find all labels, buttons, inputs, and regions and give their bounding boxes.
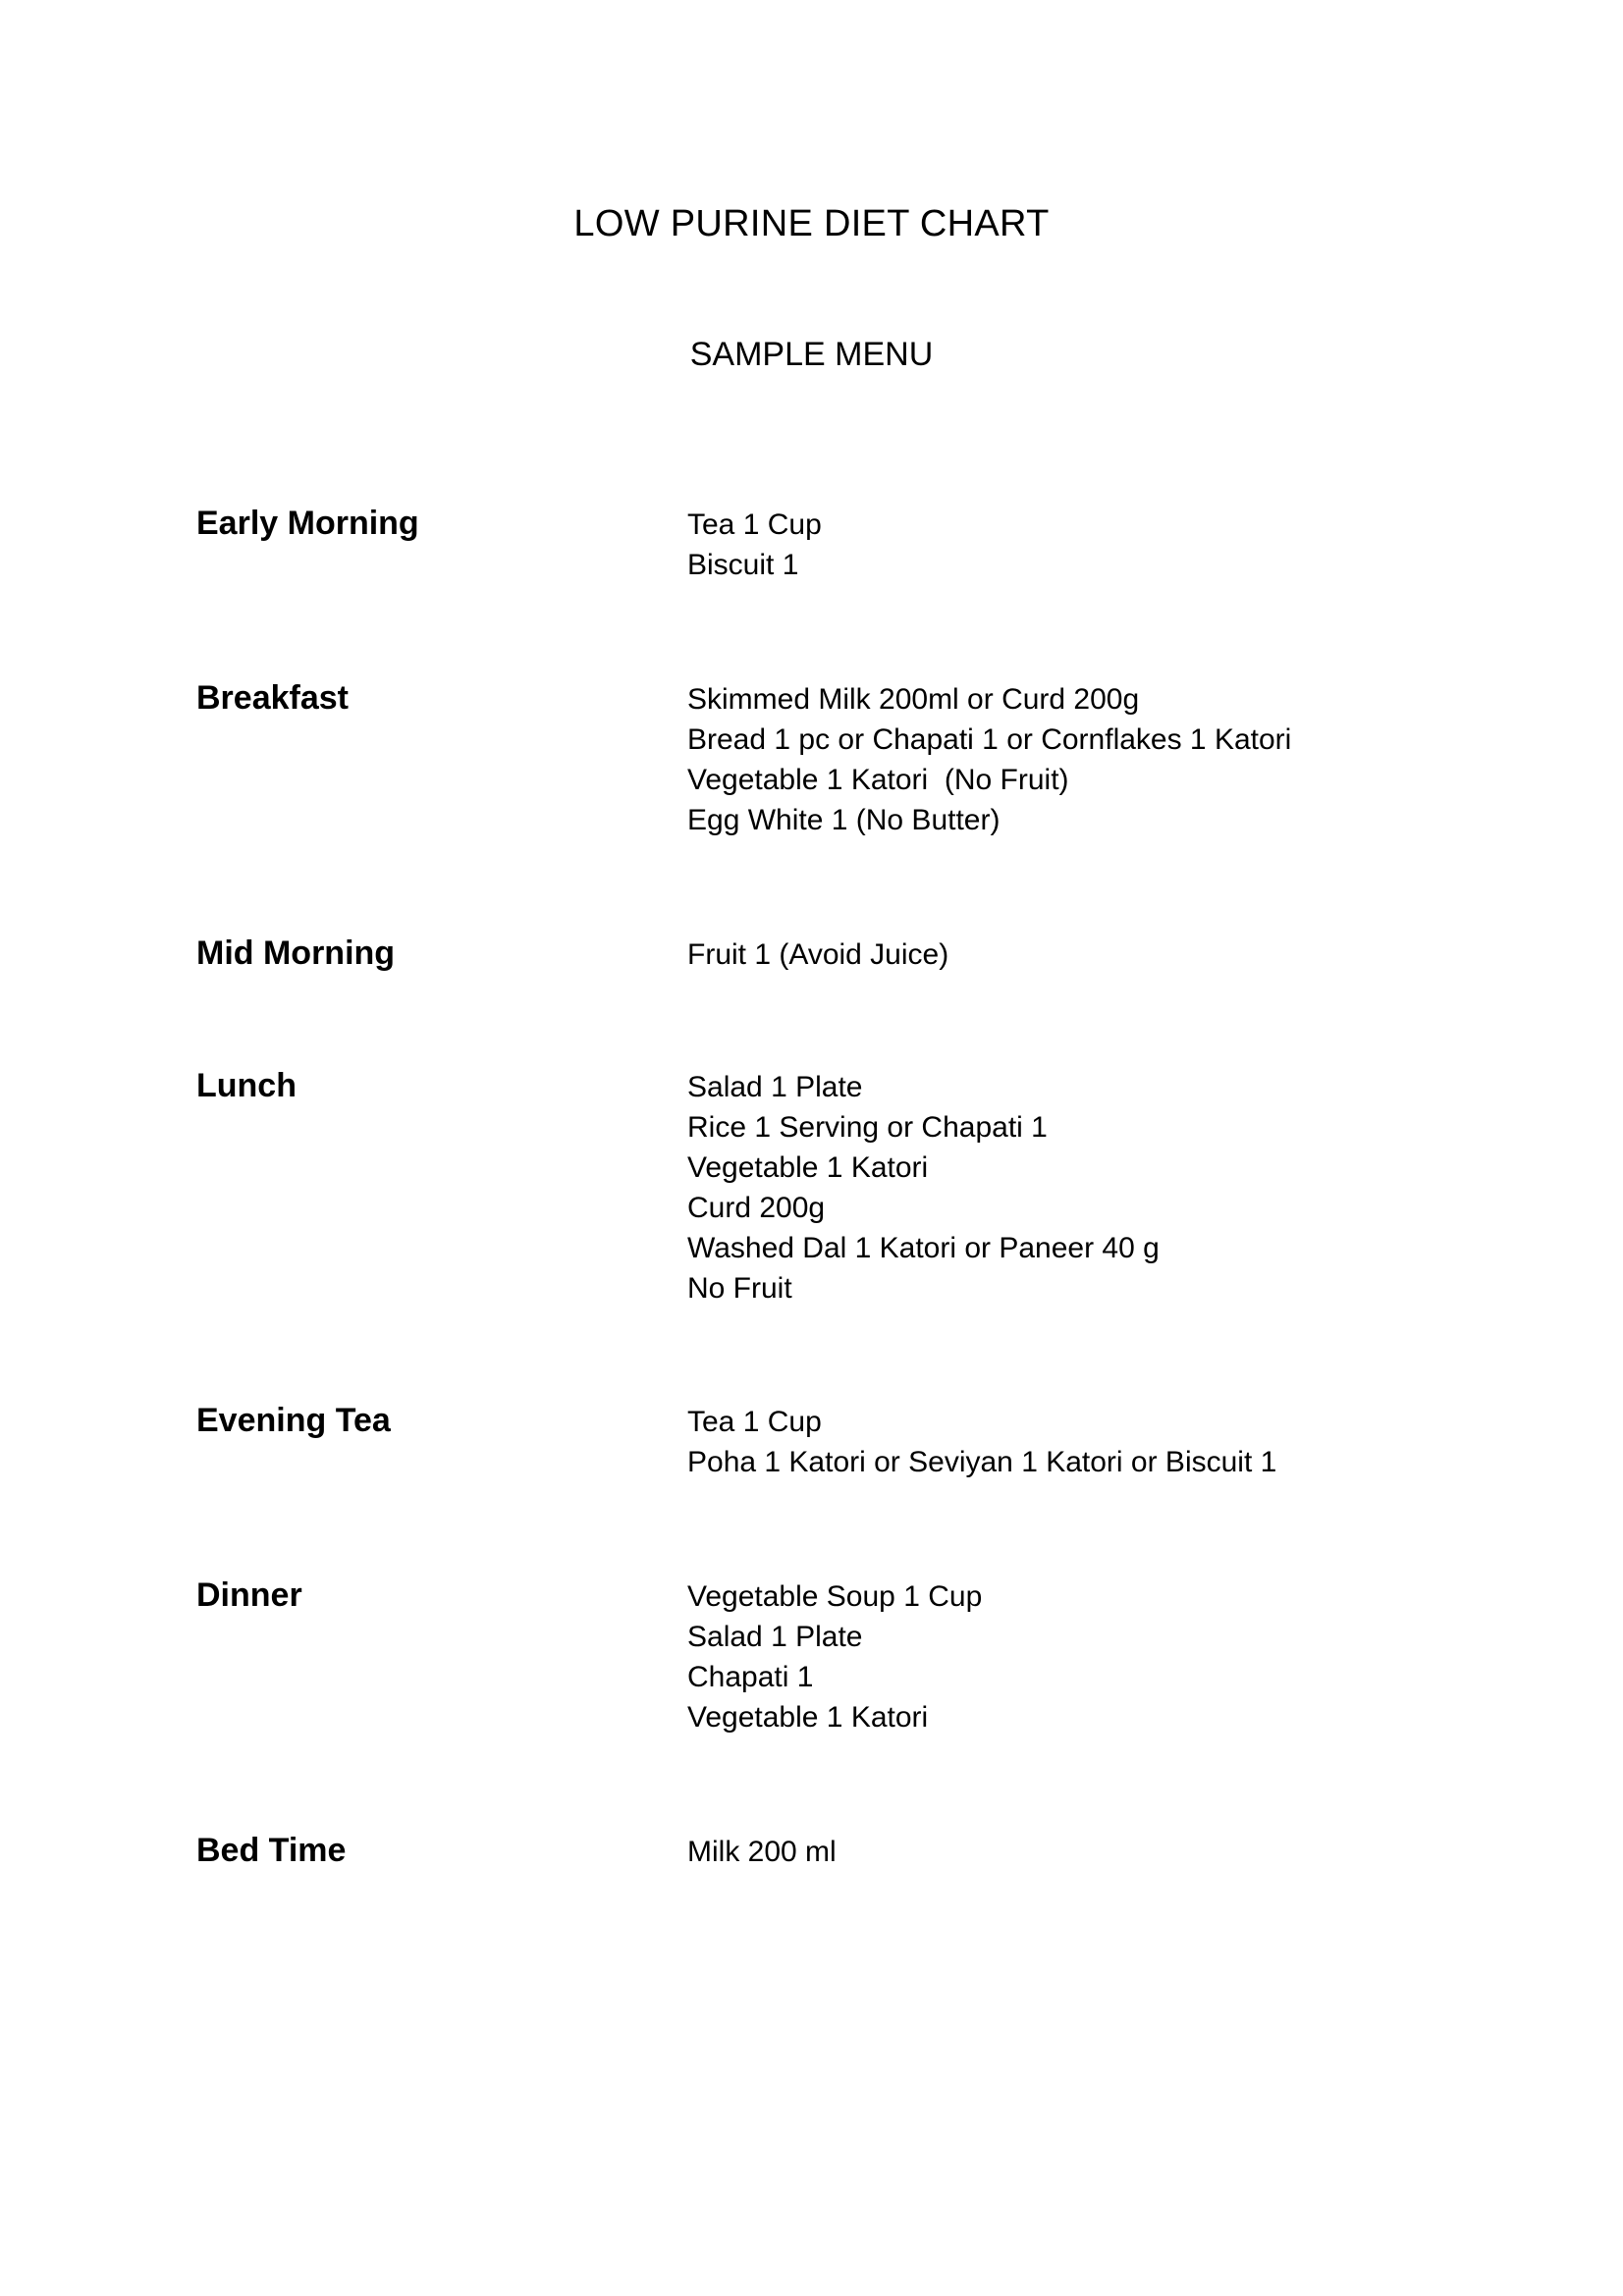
meal-item: Vegetable 1 Katori (687, 1151, 929, 1184)
meal-name: Dinner (196, 1576, 302, 1614)
meal-items-list (687, 1832, 837, 1872)
meal-item: Tea 1 Cup (687, 1406, 822, 1438)
meal-name: Mid Morning (196, 934, 396, 972)
meal-item: Washed Dal 1 Katori or Paneer 40 g (687, 1232, 1160, 1264)
meal-item: No Fruit (687, 1272, 792, 1305)
meal-items-list (687, 679, 1291, 840)
meal-item: Salad 1 Plate (687, 1071, 863, 1103)
meal-name: Bed Time (196, 1832, 347, 1869)
meal-item: Skimmed Milk 200ml or Curd 200g (687, 683, 1140, 716)
meal-item: Vegetable 1 Katori (No Fruit) (687, 764, 1069, 796)
meal-item: Curd 200g (687, 1192, 826, 1224)
meal-items-list (687, 1576, 982, 1737)
meal-name: Breakfast (196, 679, 349, 717)
meal-item: Rice 1 Serving or Chapati 1 (687, 1111, 1048, 1144)
page-subtitle: SAMPLE MENU (689, 336, 934, 373)
meal-item: Fruit 1 (Avoid Juice) (687, 938, 949, 971)
meal-item: Vegetable Soup 1 Cup (687, 1580, 983, 1613)
meal-item: Vegetable 1 Katori (687, 1701, 929, 1734)
meal-item: Milk 200 ml (687, 1836, 837, 1868)
meal-items-list (687, 1402, 1276, 1482)
meal-items-list (687, 1067, 1160, 1308)
meal-name: Lunch (196, 1067, 297, 1104)
meal-item: Chapati 1 (687, 1661, 814, 1693)
meal-item: Egg White 1 (No Butter) (687, 804, 1001, 836)
meal-item: Bread 1 pc or Chapati 1 or Cornflakes 1 Katori (687, 723, 1292, 756)
meal-name: Evening Tea (196, 1402, 391, 1439)
meal-name: Early Morning (196, 505, 419, 542)
meal-item: Tea 1 Cup (687, 508, 822, 541)
meal-items-list (687, 505, 822, 585)
meal-item: Poha 1 Katori or Seviyan 1 Katori or Biscuit 1 (687, 1446, 1277, 1478)
meal-item: Biscuit 1 (687, 549, 799, 581)
page-title: LOW PURINE DIET CHART (573, 203, 1050, 244)
meal-items-list (687, 934, 948, 975)
meal-item: Salad 1 Plate (687, 1621, 863, 1653)
